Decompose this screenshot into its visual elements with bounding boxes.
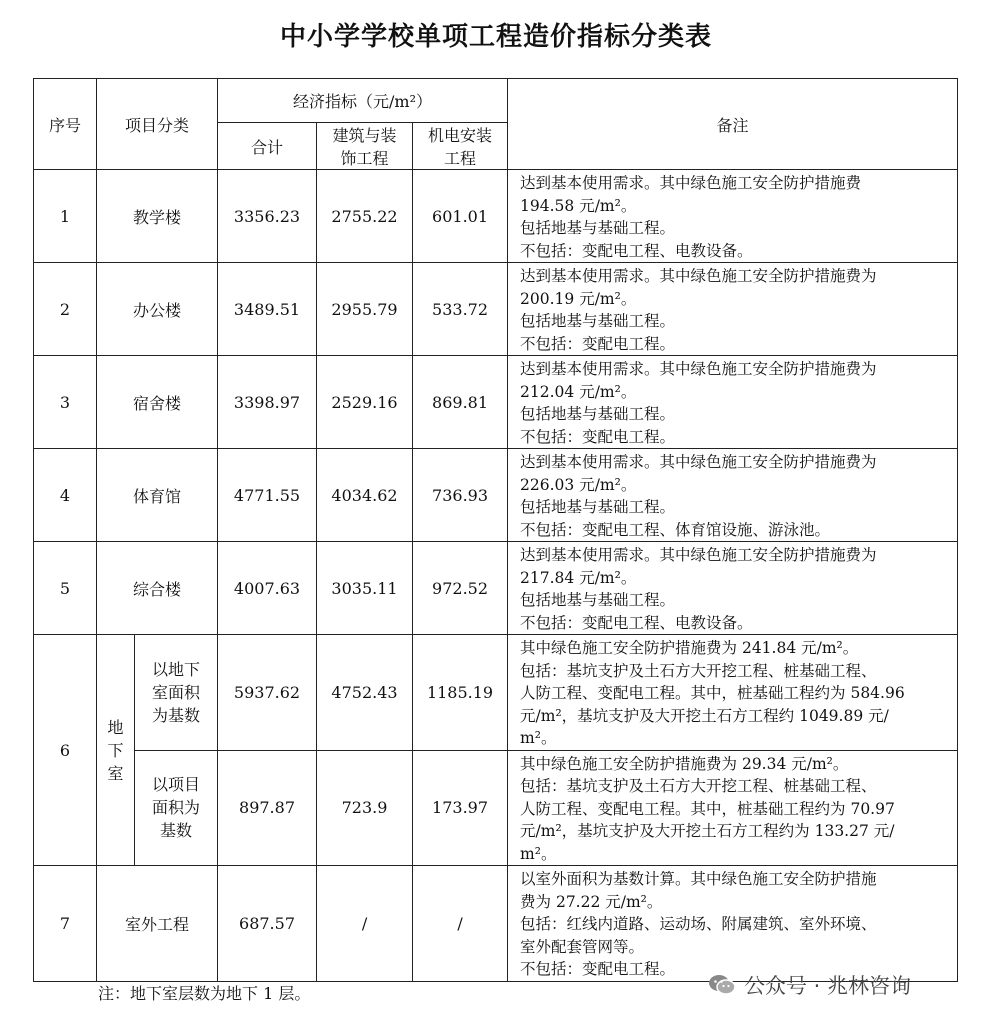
row-name: 室外工程 xyxy=(97,866,218,982)
page-title: 中小学学校单项工程造价指标分类表 xyxy=(279,22,712,52)
header-mep xyxy=(413,123,508,170)
remark-line: 达到基本使用需求。其中绿色施工安全防护措施费为 xyxy=(520,546,877,564)
remark-line: 以室外面积为基数计算。其中绿色施工安全防护措施 xyxy=(520,870,877,888)
remark-line: 达到基本使用需求。其中绿色施工安全防护措施费为 xyxy=(520,360,877,378)
row-remark xyxy=(508,635,958,751)
sub-name-line: 基数 xyxy=(160,821,193,841)
row-name: 体育馆 xyxy=(97,449,218,542)
remark-line: 212.04 元/m²。 xyxy=(520,382,637,401)
row-building: 4752.43 xyxy=(317,635,413,751)
row-name: 综合楼 xyxy=(97,542,218,635)
basement-label-char: 下 xyxy=(107,740,124,760)
row-remark xyxy=(508,449,958,542)
table-row xyxy=(34,356,958,449)
header-mep-line1: 机电安装 xyxy=(428,126,493,145)
header-building-line2: 饰工程 xyxy=(340,149,389,168)
table-row xyxy=(34,449,958,542)
remark-line: 200.19 元/m²。 xyxy=(520,289,637,308)
table-row xyxy=(34,635,958,751)
row-seq: 3 xyxy=(34,356,97,449)
row-seq: 5 xyxy=(34,542,97,635)
remark-line: 达到基本使用需求。其中绿色施工安全防护措施费为 xyxy=(520,453,877,471)
remark-line: 达到基本使用需求。其中绿色施工安全防护措施费为 xyxy=(520,267,877,285)
remark-line: 不包括：变配电工程。 xyxy=(520,427,676,446)
sub-name-line: 以地下 xyxy=(152,659,201,679)
row-remark xyxy=(508,750,958,866)
remark-line: 包括地基与基础工程。 xyxy=(520,312,676,330)
sub-name-line: 以项目 xyxy=(152,775,201,795)
row-mep: 869.81 xyxy=(413,356,508,449)
row-building: 3035.11 xyxy=(317,542,413,635)
remark-line: 费为 27.22 元/m²。 xyxy=(520,892,663,911)
row-seq: 1 xyxy=(34,170,97,263)
row-building: 4034.62 xyxy=(317,449,413,542)
remark-line: 其中绿色施工安全防护措施费为 29.34 元/m²。 xyxy=(520,754,849,773)
remark-line: 不包括：变配电工程、体育馆设施、游泳池。 xyxy=(520,520,831,539)
watermark-text: 公众号 · 兆林咨询 xyxy=(744,974,912,998)
row-name: 宿舍楼 xyxy=(97,356,218,449)
remark-line: 不包括：变配电工程。 xyxy=(520,334,676,353)
row-remark xyxy=(508,542,958,635)
sub-name-line: 室面积 xyxy=(152,682,201,702)
remark-line: 217.84 元/m²。 xyxy=(520,568,637,587)
row-seq: 6 xyxy=(34,635,97,866)
row-total: 3489.51 xyxy=(218,263,317,356)
row-building: 723.9 xyxy=(317,750,413,866)
remark-line: 包括：基坑支护及土石方大开挖工程、桩基础工程、 xyxy=(520,661,877,680)
remark-line: 人防工程、变配电工程。其中，桩基础工程约为 584.96 xyxy=(520,684,905,702)
sub-name-line: 为基数 xyxy=(152,705,201,725)
remark-line: 达到基本使用需求。其中绿色施工安全防护措施费 xyxy=(520,174,862,192)
header-total: 合计 xyxy=(218,123,317,170)
row-mep: / xyxy=(413,866,508,982)
remark-line: 不包括：变配电工程。 xyxy=(520,960,676,978)
remark-line: 包括地基与基础工程。 xyxy=(520,591,676,609)
row-seq: 7 xyxy=(34,866,97,982)
remark-line: 不包括：变配电工程、电教设备。 xyxy=(520,241,753,260)
header-mep-line2: 工程 xyxy=(444,149,477,168)
row-remark xyxy=(508,356,958,449)
header-category: 项目分类 xyxy=(97,79,218,170)
table-row xyxy=(34,542,958,635)
remark-line: 不包括：变配电工程、电教设备。 xyxy=(520,613,753,632)
basement-sub-name xyxy=(135,635,218,751)
row-remark xyxy=(508,866,958,982)
row-name: 办公楼 xyxy=(97,263,218,356)
remark-line: 人防工程、变配电工程。其中，桩基础工程约为 70.97 xyxy=(520,799,895,818)
basement-label xyxy=(97,635,135,866)
remark-line: 包括地基与基础工程。 xyxy=(520,219,676,237)
header-remark: 备注 xyxy=(508,79,958,170)
row-mep: 533.72 xyxy=(413,263,508,356)
basement-label-char: 地 xyxy=(107,717,124,737)
row-mep: 1185.19 xyxy=(413,635,508,751)
remark-line: 元/m²，基坑支护及大开挖土石方工程约 1049.89 元/ xyxy=(520,706,889,725)
row-remark xyxy=(508,263,958,356)
row-total: 4771.55 xyxy=(218,449,317,542)
row-total: 687.57 xyxy=(218,866,317,982)
table-row xyxy=(34,750,958,866)
basement-label-char: 室 xyxy=(107,763,124,783)
remark-line: 包括地基与基础工程。 xyxy=(520,498,676,516)
row-mep: 601.01 xyxy=(413,170,508,263)
remark-line: 室外配套管网等。 xyxy=(520,937,645,956)
remark-line: 包括：基坑支护及土石方大开挖工程、桩基础工程、 xyxy=(520,777,877,795)
header-econ-index: 经济指标（元/m²） xyxy=(218,79,508,123)
header-building-line1: 建筑与装 xyxy=(332,126,397,145)
header-building xyxy=(317,123,413,170)
remark-line: 包括地基与基础工程。 xyxy=(520,405,676,423)
row-building: 2755.22 xyxy=(317,170,413,263)
row-remark xyxy=(508,170,958,263)
remark-line: m²。 xyxy=(520,729,557,747)
header-seq: 序号 xyxy=(34,79,97,170)
row-total: 897.87 xyxy=(218,750,317,866)
row-mep: 972.52 xyxy=(413,542,508,635)
watermark xyxy=(708,970,911,1000)
sub-name-line: 面积为 xyxy=(152,798,201,818)
row-total: 3398.97 xyxy=(218,356,317,449)
row-mep: 736.93 xyxy=(413,449,508,542)
table-row xyxy=(34,263,958,356)
row-building: 2955.79 xyxy=(317,263,413,356)
row-total: 5937.62 xyxy=(218,635,317,751)
remark-line: 194.58 元/m²。 xyxy=(520,196,637,215)
remark-line: 元/m²，基坑支护及大开挖土石方工程约为 133.27 元/ xyxy=(520,822,895,840)
footnote: 注：地下室层数为地下 1 层。 xyxy=(98,984,311,1003)
remark-line: 其中绿色施工安全防护措施费为 241.84 元/m²。 xyxy=(520,639,859,657)
row-mep: 173.97 xyxy=(413,750,508,866)
row-total: 3356.23 xyxy=(218,170,317,263)
remark-line: 包括：红线内道路、运动场、附属建筑、室外环境、 xyxy=(520,915,877,933)
table-row xyxy=(34,170,958,263)
cost-index-table xyxy=(33,78,958,982)
row-building: / xyxy=(317,866,413,982)
basement-sub-name xyxy=(135,750,218,866)
row-total: 4007.63 xyxy=(218,542,317,635)
row-seq: 4 xyxy=(34,449,97,542)
row-building: 2529.16 xyxy=(317,356,413,449)
remark-line: m²。 xyxy=(520,844,557,863)
wechat-icon xyxy=(708,974,736,996)
row-seq: 2 xyxy=(34,263,97,356)
remark-line: 226.03 元/m²。 xyxy=(520,475,637,494)
table-row xyxy=(34,866,958,982)
row-name: 教学楼 xyxy=(97,170,218,263)
